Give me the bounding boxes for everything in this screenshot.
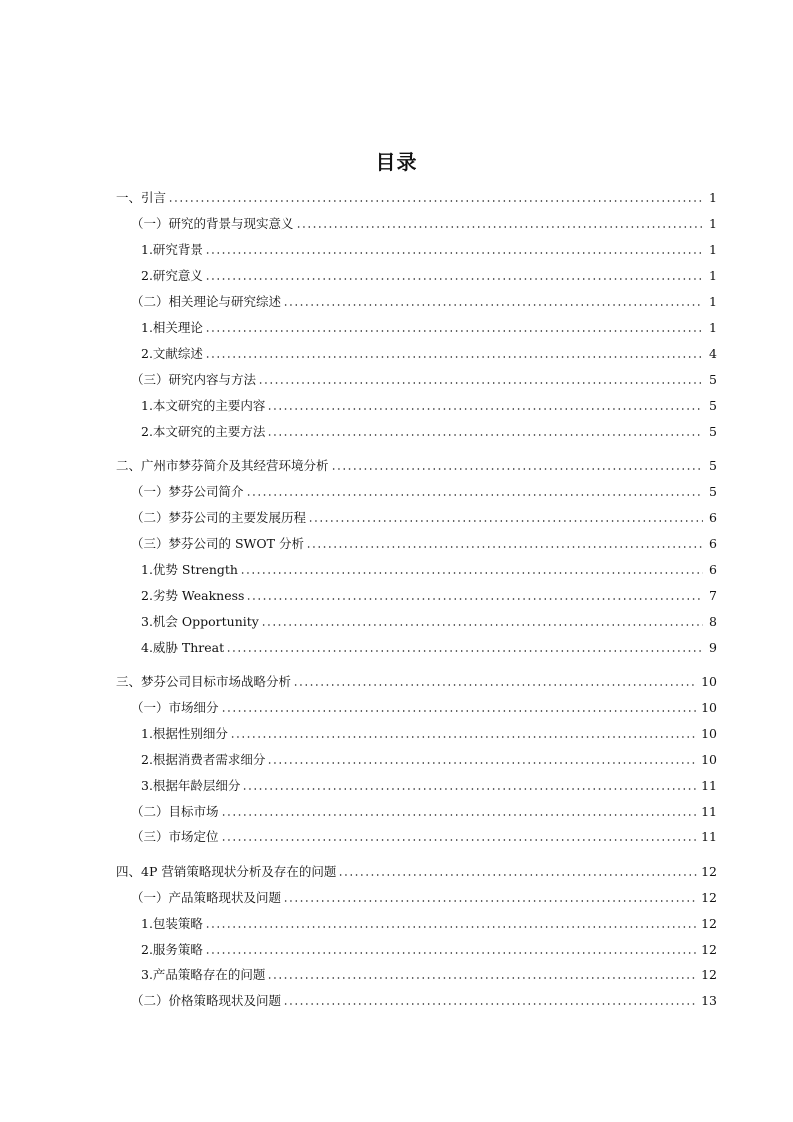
toc-entry-title: 四、4P 营销策略现状分析及存在的问题 [116,863,337,879]
toc-entry[interactable] [141,964,717,984]
page-title: 目录 [375,150,418,174]
toc-dot-leader [283,1003,697,1005]
toc-page-number: 5 [703,483,717,501]
toc-page-number: 10 [697,725,717,743]
toc-dot-leader [246,494,703,496]
toc-entry[interactable] [131,697,717,717]
toc-dot-leader [230,736,697,738]
toc-page-number: 1 [703,267,717,285]
toc-entry[interactable] [131,507,717,527]
toc-entry-title: 2.研究意义 [141,267,203,283]
toc-entry[interactable] [131,533,717,553]
toc-entry[interactable] [141,749,717,769]
toc-entry[interactable] [131,801,717,821]
toc-entry-title: （一）市场细分 [131,699,219,715]
toc-page-number: 12 [697,863,717,881]
toc-entry[interactable] [131,369,717,389]
toc-entry[interactable] [141,421,717,441]
toc-entry[interactable] [131,887,717,907]
toc-entry-title: （二）梦芬公司的主要发展历程 [131,509,307,525]
toc-entry-title: （二）相关理论与研究综述 [131,293,282,309]
toc-page-number: 6 [703,535,717,553]
toc-entry-title: 1.本文研究的主要内容 [141,397,266,413]
toc-entry-title: （三）研究内容与方法 [131,371,257,387]
toc-dot-leader [205,952,697,954]
toc-dot-leader [246,598,703,600]
toc-entry[interactable] [141,265,717,285]
toc-entry[interactable] [141,939,717,959]
toc-page-number: 10 [697,751,717,769]
toc-entry[interactable] [116,455,717,475]
toc-entry[interactable] [116,861,717,881]
toc-entry-title: 1.研究背景 [141,241,203,257]
toc-dot-leader [283,900,697,902]
toc-entry-title: 2.本文研究的主要方法 [141,423,266,439]
toc-dot-leader [261,624,703,626]
toc-dot-leader [267,762,697,764]
toc-dot-leader [331,468,703,470]
toc-page-number: 1 [703,319,717,337]
toc-dot-leader [226,650,703,652]
toc-dot-leader [267,434,703,436]
toc-dot-leader [221,839,698,841]
toc-page-number: 10 [697,673,717,691]
toc-page-number: 10 [697,699,717,717]
toc-dot-leader [205,926,697,928]
toc-dot-leader [205,278,703,280]
toc-entry[interactable] [141,343,717,363]
toc-entry-title: 2.服务策略 [141,941,203,957]
toc-page-number: 6 [703,561,717,579]
toc-dot-leader [205,356,703,358]
toc-entry[interactable] [116,671,717,691]
toc-entry[interactable] [131,990,717,1010]
toc-entry-title: 1.包装策略 [141,915,203,931]
toc-page-number: 6 [703,509,717,527]
toc-page-number: 12 [697,966,717,984]
toc-page-number: 1 [703,293,717,311]
toc-dot-leader [308,520,703,522]
toc-entry[interactable] [131,481,717,501]
toc-page-number: 12 [697,941,717,959]
toc-dot-leader [267,977,697,979]
toc-dot-leader [168,200,703,202]
toc-dot-leader [283,304,703,306]
toc-page-number: 1 [703,241,717,259]
toc-page-number: 1 [703,215,717,233]
toc-page-number: 8 [703,613,717,631]
toc-entry[interactable] [141,611,717,631]
toc-page-number: 5 [703,457,717,475]
toc-entry-title: 3.根据年龄层细分 [141,777,241,793]
toc-entry-title: （一）产品策略现状及问题 [131,889,282,905]
toc-entry-title: 2.劣势 Weakness [141,587,245,603]
toc-dot-leader [205,330,703,332]
toc-page-number: 1 [703,189,717,207]
toc-entry[interactable] [141,585,717,605]
toc-page-number: 11 [697,777,717,795]
toc-page-number: 12 [697,915,717,933]
toc-dot-leader [242,788,697,790]
toc-entry-title: 2.根据消费者需求细分 [141,751,266,767]
toc-entry-title: 二、广州市梦芬简介及其经营环境分析 [116,457,329,473]
toc-entry-title: 2.文献综述 [141,345,203,361]
toc-dot-leader [221,710,698,712]
toc-entry[interactable] [141,239,717,259]
toc-entry[interactable] [141,317,717,337]
toc-dot-leader [296,226,703,228]
toc-entry-title: 1.优势 Strength [141,561,238,577]
toc-entry[interactable] [131,291,717,311]
toc-entry[interactable] [141,775,717,795]
toc-page-number: 5 [703,371,717,389]
toc-entry-title: 三、梦芬公司目标市场战略分析 [116,673,292,689]
toc-page-number: 11 [697,828,717,846]
toc-dot-leader [267,408,703,410]
toc-entry[interactable] [141,723,717,743]
toc-page-number: 13 [697,992,717,1010]
toc-dot-leader [306,546,703,548]
toc-entry-title: 3.机会 Opportunity [141,613,259,629]
toc-entry-title: 3.产品策略存在的问题 [141,967,266,983]
toc-entry-title: 1.相关理论 [141,319,203,335]
toc-entry-title: （三）梦芬公司的 SWOT 分析 [131,535,304,551]
toc-entry[interactable] [141,637,717,657]
toc-page-number: 5 [703,423,717,441]
toc-page-number: 11 [697,803,717,821]
toc-entry[interactable] [141,395,717,415]
toc-dot-leader [293,684,697,686]
toc-entry[interactable] [141,559,717,579]
toc-page-number: 4 [703,345,717,363]
toc-entry-title: （三）市场定位 [131,829,219,845]
toc-entry[interactable] [131,826,717,846]
toc-page-number: 9 [703,639,717,657]
toc-entry-title: （一）研究的背景与现实意义 [131,216,294,231]
toc-page-number: 12 [697,889,717,907]
toc-dot-leader [258,382,703,384]
toc-entry-title: 一、引言 [116,190,167,205]
toc-entry-title: （一）梦芬公司简介 [131,483,244,499]
toc-entry-title: 1.根据性别细分 [141,725,228,741]
toc-entry[interactable] [116,187,717,207]
toc-dot-leader [240,572,703,574]
toc-entry-title: 4.威胁 Threat [141,639,225,655]
toc-dot-leader [205,252,703,254]
toc-dot-leader [338,874,697,876]
toc-entry[interactable] [131,213,717,233]
toc-dot-leader [221,814,698,816]
toc-entry-title: （二）目标市场 [131,803,219,819]
toc-page-number: 7 [703,587,717,605]
toc-page-number: 5 [703,397,717,415]
toc-entry[interactable] [141,913,717,933]
toc-entry-title: （二）价格策略现状及问题 [131,993,282,1009]
